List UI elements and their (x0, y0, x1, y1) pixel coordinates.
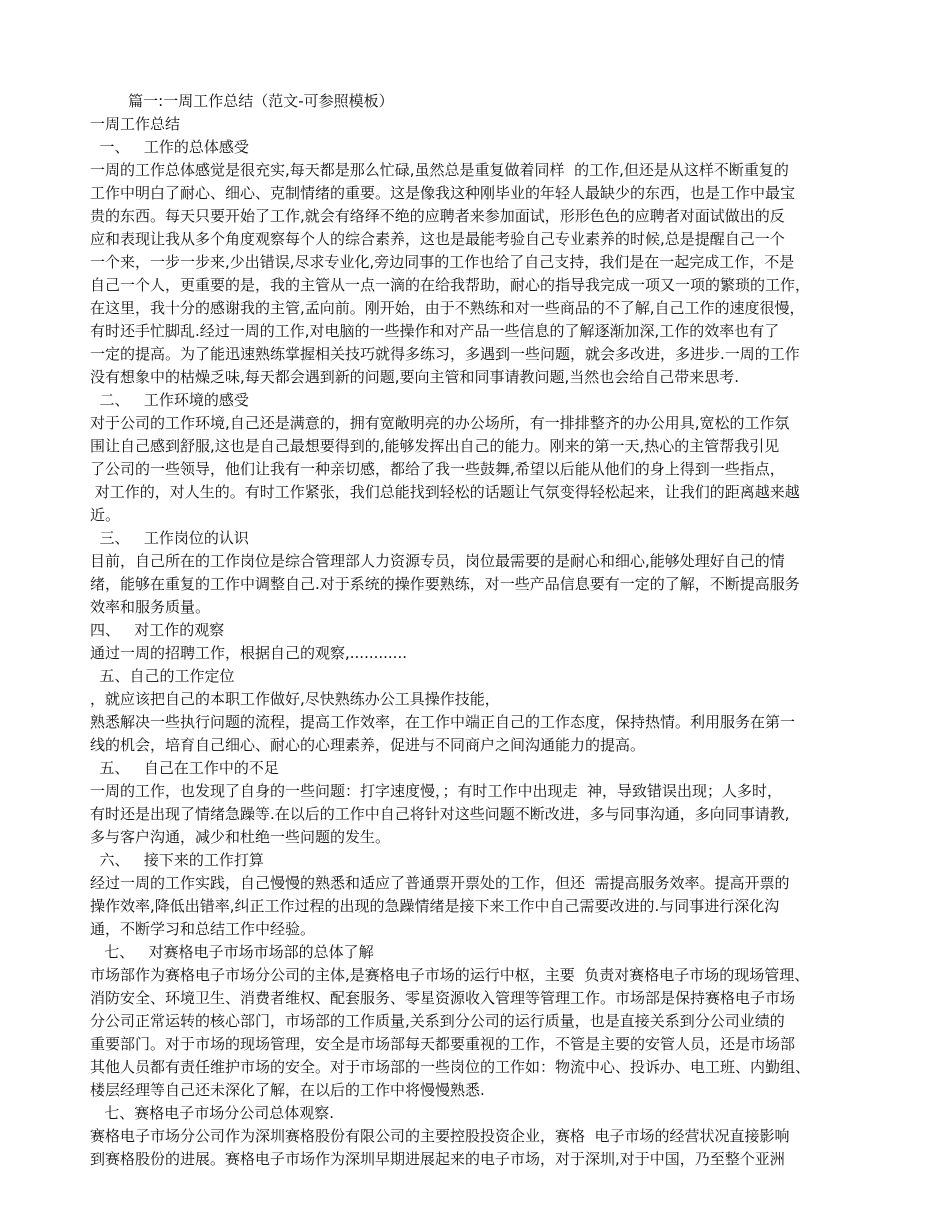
paragraph-line: 工作中明白了耐心、细心、克制情绪的重要。这是像我这种刚毕业的年轻人最缺少的东西，也是工作中最宝 (90, 184, 796, 202)
paragraph-line: 有时还手忙脚乱.经过一周的工作,对电脑的一些操作和对产品一些信息的了解逐渐加深,工作的效率也有了 (90, 322, 780, 340)
paragraph-line: 线的机会，培育自己细心、耐心的心理素养，促进与不同商户之间沟通能力的提高。 (90, 736, 646, 754)
paragraph-line: 近。 (90, 506, 121, 524)
section-heading: 二、 工作环境的感受 (90, 391, 249, 409)
paragraph-line: 效率和服务质量。 (90, 598, 211, 616)
paragraph-line: 没有想象中的枯燥乏味,每天都会遇到新的问题,要向主管和同事请教问题,当然也会给自己带来思考. (90, 368, 740, 386)
section-heading: 七、赛格电子市场分公司总体观察. (90, 1104, 335, 1122)
paragraph-line: 了公司的一些领导，他们让我有一种亲切感，都给了我一些鼓舞,希望以后能从他们的身上得到一些指点， (90, 460, 785, 478)
paragraph-line: 自己一个人，更重要的是，我的主管从一点一滴的在给我帮助，耐心的指导我完成一项又一项的繁琐的工作， (90, 276, 811, 294)
paragraph-line: 通，不断学习和总结工作中经验。 (90, 920, 316, 938)
paragraph-line: 消防安全、环境卫生、消费者维权、配套服务、零星资源收入管理等管理工作。市场部是保持赛格电子市场 (90, 989, 796, 1007)
paragraph-line: 绪，能够在重复的工作中调整自己.对于系统的操作要熟练，对一些产品信息要有一定的了解，不断提高服务 (90, 575, 800, 593)
paragraph-line: 在这里，我十分的感谢我的主管,孟向前。刚开始，由于不熟练和对一些商品的不了解,自己工作的速度很慢， (90, 299, 805, 317)
paragraph-line: 一个来，一步一步来,少出错误,尽求专业化,旁边同事的工作也给了自己支持，我们是在一起完成工作，不是 (90, 253, 795, 271)
paragraph-line: 经过一周的工作实践，自己慢慢的熟悉和适应了普通票开票处的工作，但还 需提高服务效率。提高开票的 (90, 874, 790, 892)
paragraph-line: 熟悉解决一些执行问题的流程，提高工作效率，在工作中端正自己的工作态度，保持热情。利用服务在第一 (90, 713, 796, 731)
section-heading: 一、 工作的总体感受 (90, 138, 249, 156)
paragraph-line: 楼层经理等自己还未深化了解，在以后的工作中将慢慢熟悉. (90, 1081, 485, 1099)
document-title: 篇一:一周工作总结（范文-可参照模板） (90, 92, 394, 110)
paragraph-line: 市场部作为赛格电子市场分公司的主体,是赛格电子市场的运行中枢，主要 负责对赛格电子市场的现场管理、 (90, 966, 810, 984)
paragraph-line: 操作效率,降低出错率,纠正工作过程的出现的急躁情绪是接下来工作中自己需要改进的.与同事进行深化沟 (90, 897, 780, 915)
paragraph-line: ，就应该把自己的本职工作做好,尽快熟练办公工具操作技能， (90, 690, 500, 708)
paragraph-line: 目前，自己所在的工作岗位是综合管理部人力资源专员，岗位最需要的是耐心和细心,能够处理好自己的情 (90, 552, 785, 570)
paragraph-line: 到赛格股份的进展。赛格电子市场作为深圳早期进展起来的电子市场，对于深圳,对于中国，乃至整个亚洲 (90, 1150, 785, 1168)
paragraph-line: 一周的工作，也发现了自身的一些问题：打字速度慢，；有时工作中出现走 神，导致错误出现；人多时， (90, 782, 783, 800)
paragraph-line: 对工作的，对人生的。有时工作紧张，我们总能找到轻松的话题让气氛变得轻松起来，让我们的距离越来越 (90, 483, 800, 501)
paragraph-line: 围让自己感到舒服,这也是自己最想要得到的,能够发挥出自己的能力。刚来的第一天,热心的主管帮我引见 (90, 437, 780, 455)
paragraph-line: 通过一周的招聘工作，根据自己的观察,............ (90, 644, 407, 662)
section-heading: 五、 自己在工作中的不足 (90, 759, 279, 777)
document-subtitle: 一周工作总结 (90, 115, 181, 133)
paragraph-line: 重要部门。对于市场的现场管理，安全是市场部每天都要重视的工作，不管是主要的安管人员，还是市场部 (90, 1035, 796, 1053)
section-heading: 四、 对工作的观察 (90, 621, 225, 639)
paragraph-line: 有时还是出现了情绪急躁等.在以后的工作中自己将针对这些问题不断改进，多与同事沟通，多向同事请教, (90, 805, 790, 823)
paragraph-line: 应和表现让我从多个角度观察每个人的综合素养，这也是最能考验自己专业素养的时候,总是提醒自己一个 (90, 230, 785, 248)
paragraph-line: 一定的提高。为了能迅速熟练掌握相关技巧就得多练习，多遇到一些问题，就会多改进，多进步.一周的工作 (90, 345, 800, 363)
section-heading: 七、 对赛格电子市场市场部的总体了解 (90, 943, 374, 961)
paragraph-line: 赛格电子市场分公司作为深圳赛格股份有限公司的主要控股投资企业，赛格 电子市场的经营状况直接影响 (90, 1127, 790, 1145)
section-heading: 六、 接下来的工作打算 (90, 851, 264, 869)
paragraph-line: 贵的东西。每天只要开始了工作,就会有络绎不绝的应聘者来参加面试，形形色色的应聘者对面试做出的反 (90, 207, 785, 225)
paragraph-line: 其他人员都有责任维护市场的安全。对于市场部的一些岗位的工作如：物流中心、投诉办、电工班、内勤组、 (90, 1058, 811, 1076)
paragraph-line: 分公司正常运转的核心部门，市场部的工作质量,关系到分公司的运行质量，也是直接关系到分公司业绩的 (90, 1012, 785, 1030)
paragraph-line: 对于公司的工作环境,自己还是满意的，拥有宽敞明亮的办公场所，有一排排整齐的办公用具,宽松的工作氛 (90, 414, 790, 432)
paragraph-line: 多与客户沟通，减少和杜绝一些问题的发生。 (90, 828, 391, 846)
section-heading: 五、自己的工作定位 (90, 667, 235, 685)
paragraph-line: 一周的工作总体感觉是很充实,每天都是那么忙碌,虽然总是重复做着同样 的工作,但还是从这样不断重复的 (90, 161, 789, 179)
section-heading: 三、 工作岗位的认识 (90, 529, 249, 547)
